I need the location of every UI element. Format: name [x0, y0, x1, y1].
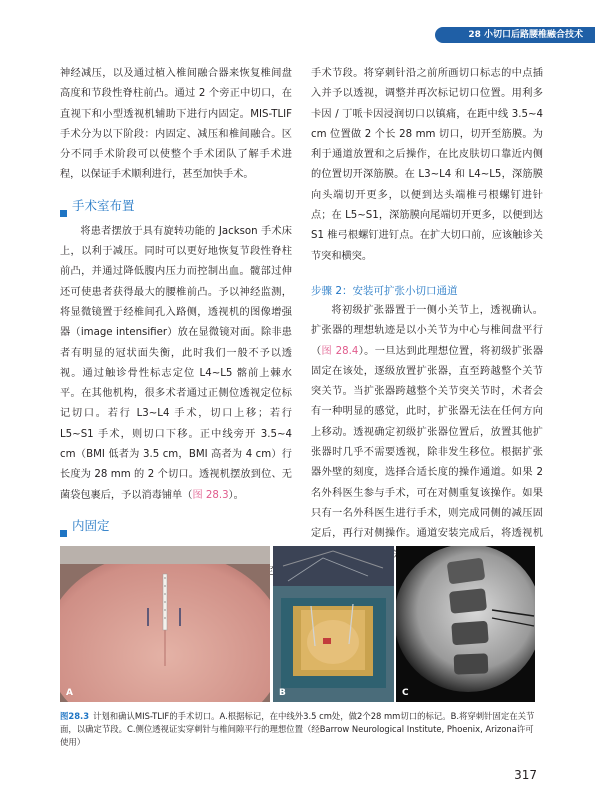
step-2-text: 将初级扩张器置于一侧小关节上，透视确认。扩张器的理想轨迹是以小关节为中心与椎间盘平行（ — [311, 304, 543, 357]
figure-panel-c — [396, 546, 535, 702]
page-number: 317 — [514, 768, 537, 782]
section-title: 手术室布置 — [72, 197, 135, 213]
panel-label-a: A — [66, 688, 73, 698]
surgical-field-photo — [273, 546, 394, 702]
heading-square-icon — [60, 523, 67, 530]
panel-label-c: C — [402, 688, 409, 698]
figure-reference-link[interactable]: 图 28.3 — [192, 489, 229, 501]
or-setup-text-end: ）。 — [228, 489, 244, 501]
step-2-text-end: ）。一旦达到此理想位置，将初级扩张器固定在该处，逐级放置扩张器，直至跨越整个关节突关节。当扩张器跨越整个关节突关节时，术者会有一种明显的感觉，此时，扩张器无法在任何方向上移动。透视确定初级扩张器位置后，放置其他扩张器时几乎不需要透视，除非发生移位。根据扩张器外壁的刻度，选择合适长度的操作通道。如果 2 名外科医生参与手术，可在对侧重复该操作。如果只有一名外科医生进行手术，则完成同侧的减压固定后，再行对侧操作。通道安装完成后，将透视机 — [311, 345, 544, 540]
figure-panel-b — [273, 546, 394, 702]
running-title: 28 小切口后路腰椎融合技术 — [468, 30, 583, 40]
figure-caption — [60, 710, 538, 749]
caption-label: 图28.3 — [60, 711, 90, 721]
skin-marking-photo — [60, 546, 270, 702]
intro-paragraph: 神经减压，以及通过植入椎间融合器来恢复椎间盘高度和节段性脊柱前凸。通过 2 个旁正中切口，在直视下和小型透视机辅助下进行内固定。MIS-TLIF 手术分为以下阶段：内固定、减压和椎间融合。区分不同手术阶段可以使整个手术团队了解手术进程，以保证手术顺利进行，甚至加快手术。 — [60, 68, 292, 181]
step-1-continued-paragraph: 手术节段。将穿刺针沿之前所画切口标志的中点插入并予以透视，调整并再次标记切口位置。用利多卡因 / 丁哌卡因浸润切口以镇痛，在距中线 3.5~4 cm 位置做 2 个长 28 mm 切口，切开至筋膜。为利于通道放置和之后操作，在比皮肤切口靠近内侧的位置切开深筋膜。在 L3~L4 和 L4~L5，深筋膜向头端切开更多，以便到达头端椎弓根螺钉进针点；在 L5~S1，深筋膜向尾端切开更多，以便到达 S1 椎弓根螺钉进钉点。在扩大切口前，应该触诊关节突和横突。 — [311, 68, 543, 262]
section-title: 内固定 — [72, 517, 110, 533]
lateral-fluoroscopy-image — [396, 546, 535, 702]
figure-panel-a — [60, 546, 270, 702]
section-heading-or-setup — [60, 196, 292, 216]
or-setup-paragraph — [60, 222, 292, 506]
step-2-heading: 步骤 2：安装可扩张小切口通道 — [311, 284, 458, 297]
right-column — [311, 64, 543, 565]
or-setup-text: 将患者摆放于具有旋转功能的 Jackson 手术床上，以利于减压。同时可以更好地恢复节段性脊柱前凸，并通过降低腹内压力而控制出血。髋部过伸还可使患者获得最大的腰椎前凸。予以神经监测，将显微镜置于经椎间孔入路侧，透视机的图像增强器（image intensifier）放在显微镜对面。除非患者有明显的冠状面失衡，此时我们一般不予以透视。通过触诊骨性标志定位 L4~L5 髂前上棘水平。在其他机构，很多术者通过正侧位透视定位标记切口。若行 L3~L4 手术，切口上移；若行 L5~S1 手术，则切口下移。正中线旁开 3.5~4 cm（BMI 低者为 3.5 cm，BMI 高者为 4 cm）行长度为 28 mm 的 2 个切口。透视机摆放到位、无菌袋包裹后，予以消毒铺单（ — [60, 225, 292, 501]
figure-reference-link[interactable]: 图 28.4 — [321, 345, 359, 357]
caption-text: 计划和确认MIS-TLIF的手术切口。A.根据标记，在中线外3.5 cm处，做2个28 mm切口的标记。B.将穿刺针固定在关节面，以确定节段。C.侧位透视证实穿刺针与椎间隙平行的理想位置（经Barrow Neurological Institute, Phoenix, Arizona许可使用） — [60, 711, 535, 747]
section-heading-fixation — [60, 516, 292, 536]
panel-label-b: B — [279, 688, 286, 698]
running-header — [0, 0, 595, 46]
heading-square-icon — [60, 203, 67, 210]
left-column — [60, 64, 292, 582]
step-2-paragraph — [311, 301, 543, 565]
